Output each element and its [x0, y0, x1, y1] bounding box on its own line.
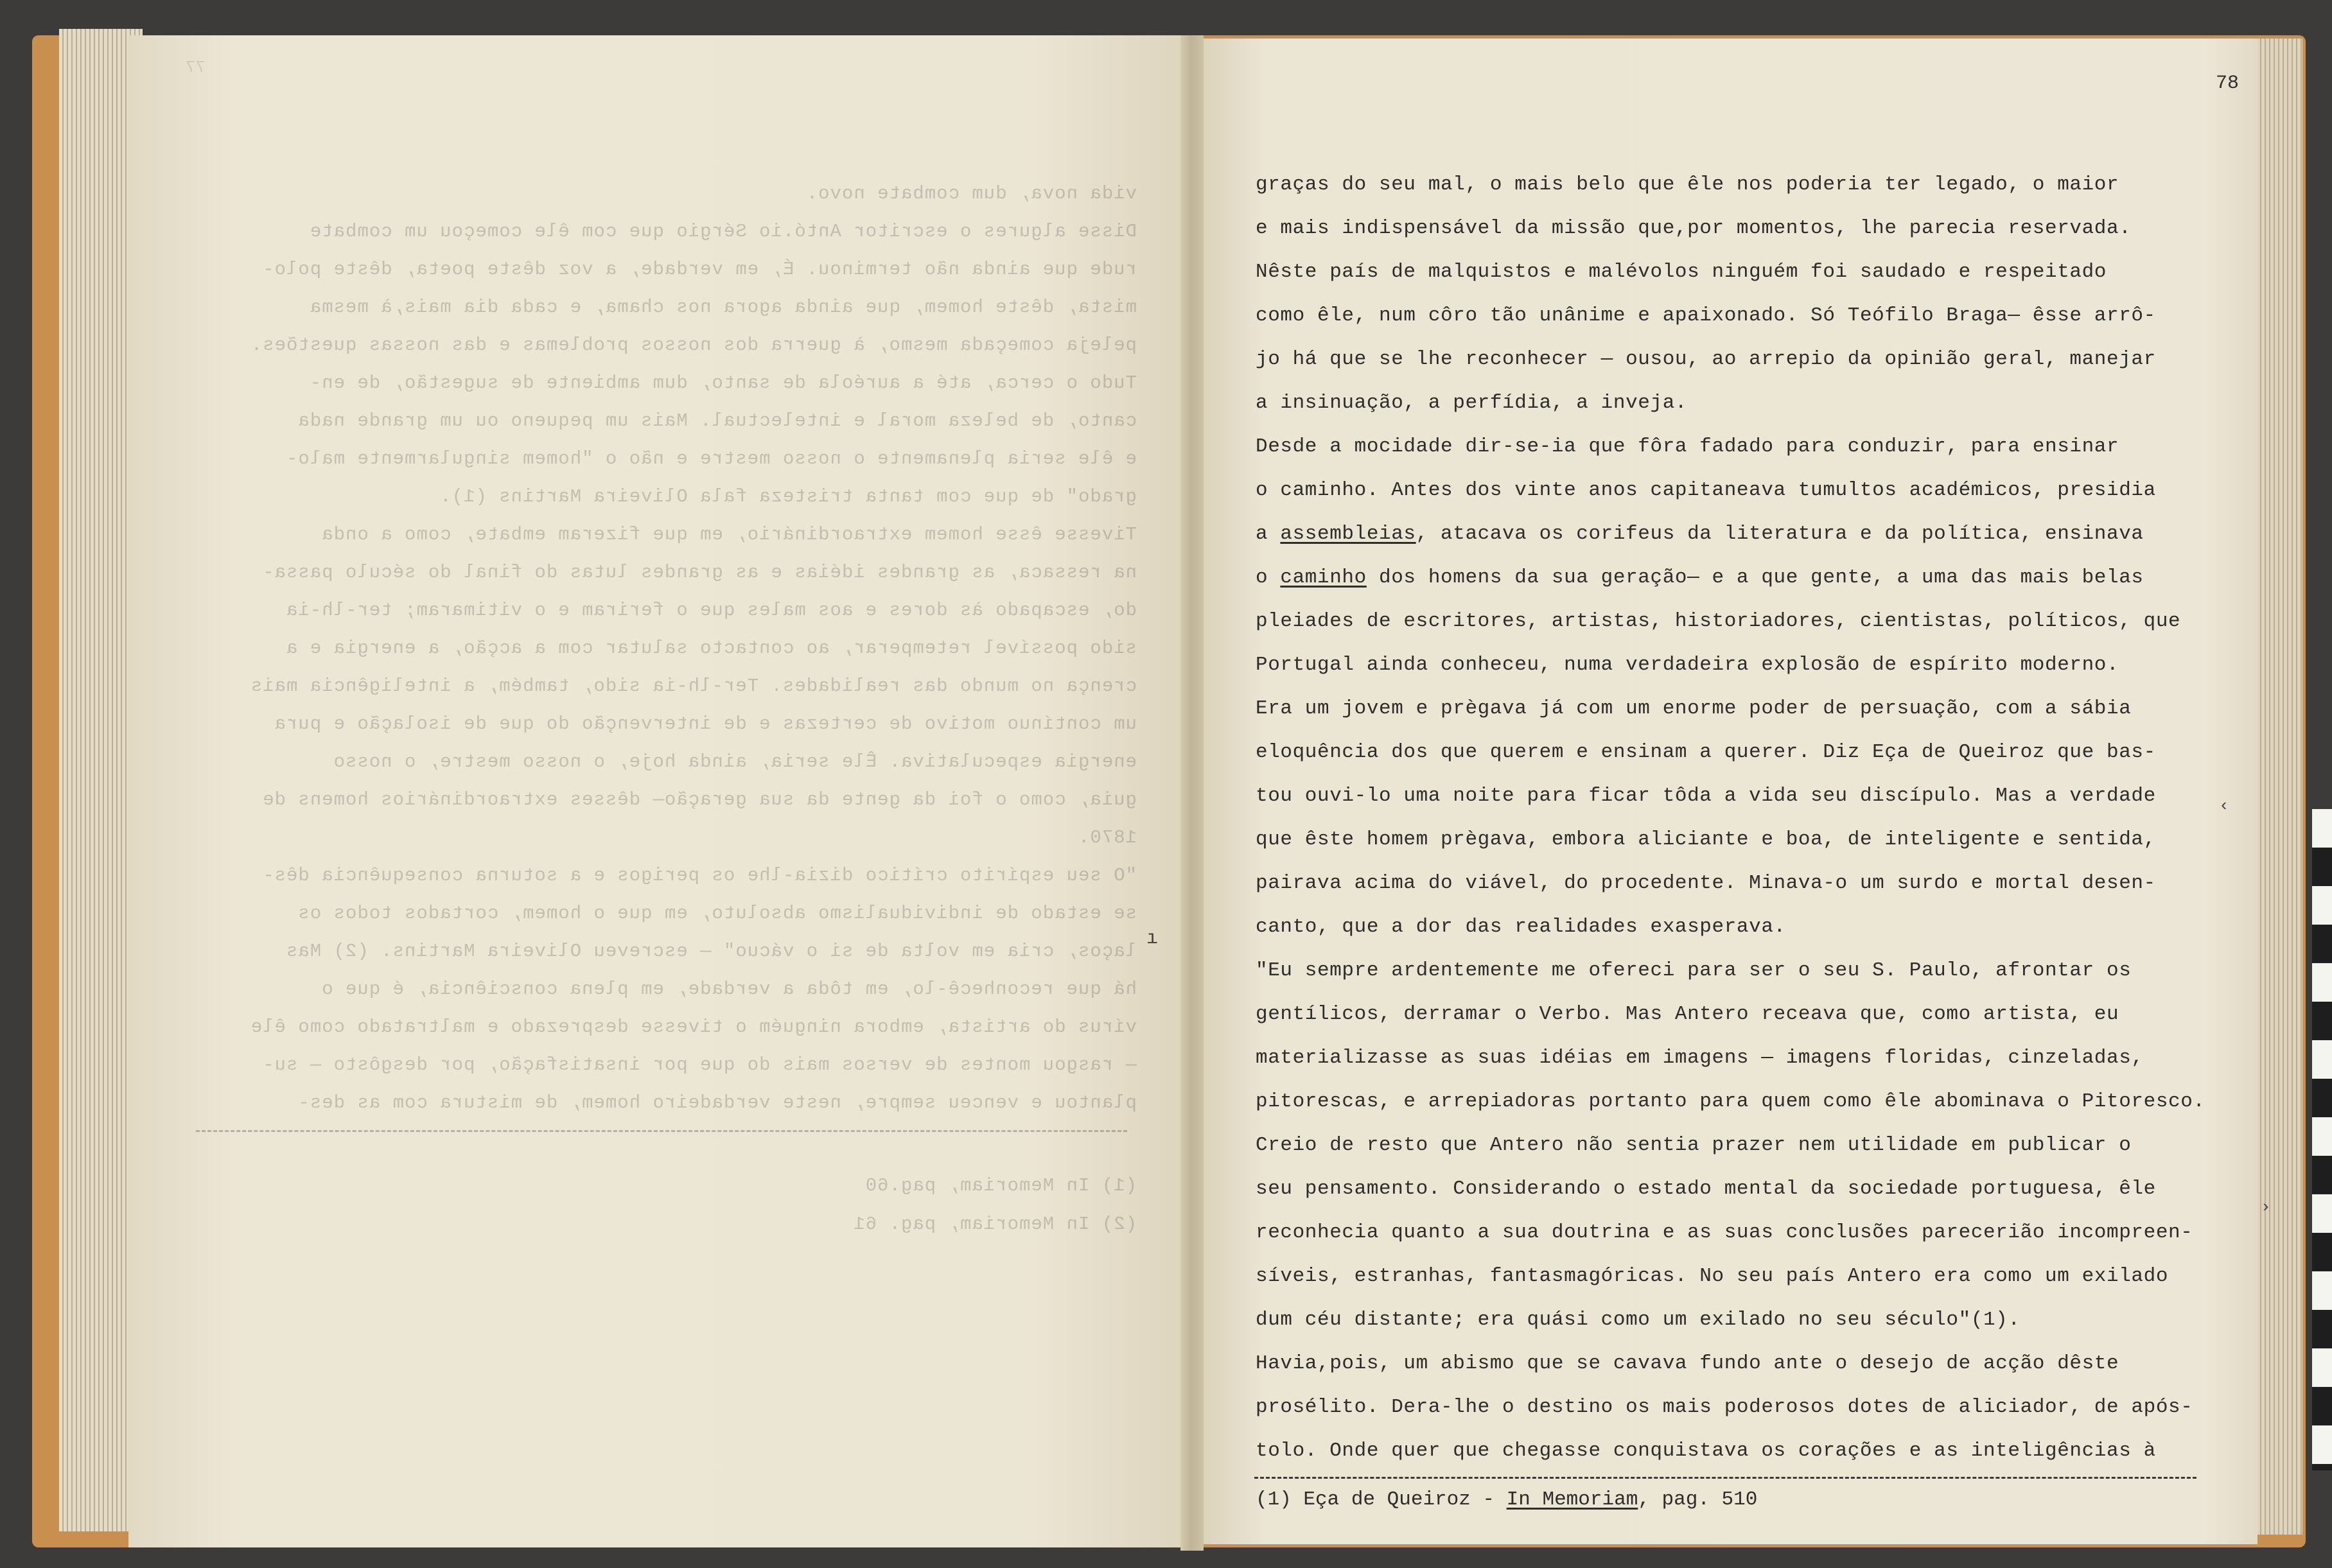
text-line: pairava acima do viável, do procedente. Minava-o um surdo e mortal desen-	[1256, 872, 2156, 894]
text-line: como êle, num côro tão unânime e apaixonado. Só Teófilo Braga— êsse arrô-	[1256, 304, 2156, 327]
ghost-line: laços, cria em volta de si o vácuo" — escreveu Oliveira Martins. (2) Mas	[285, 941, 1137, 962]
page-number: 78	[2216, 73, 2240, 94]
ghost-line: rude que ainda não terminou. É, em verdade, a voz dêste poeta, dêste polo-	[262, 259, 1137, 280]
text-line: o caminho. Antes dos vinte anos capitaneava tumultos académicos, presidia	[1256, 479, 2156, 501]
text-line: pleiades de escritores, artistas, historiadores, cientistas, políticos, que	[1256, 610, 2181, 632]
margin-tick: ‹	[2219, 796, 2229, 815]
ghost-line: do, escapado às dores e aos males que o feriram e o vitimaram; ter-lh-ia	[285, 600, 1137, 621]
text-line: seu pensamento. Considerando o estado mental da sociedade portuguesa, êle	[1256, 1178, 2156, 1200]
ghost-footnote: (1) In Memoriam, pag.60	[864, 1175, 1137, 1196]
ghost-line: e êle seria plenamente o nosso mestre e não o "homem singularmente malo-	[285, 448, 1137, 469]
text-line: pitorescas, e arrepiadoras portanto para quem como êle abominava o Pitoresco.	[1256, 1090, 2205, 1113]
ghost-line: grado" de que com tanta tristeza fala Oliveira Martins (1).	[439, 486, 1137, 507]
ghost-line: vida nova, dum combate novo.	[805, 183, 1137, 204]
text-line: síveis, estranhas, fantasmagóricas. No seu país Antero era como um exilado	[1256, 1265, 2169, 1287]
text-line: que êste homem prègava, embora aliciante e boa, de inteligente e sentida,	[1256, 828, 2156, 851]
text-line: Portugal ainda conheceu, numa verdadeira explosão de espírito moderno.	[1256, 654, 2119, 676]
text-line: Desde a mocidade dir-se-ia que fôra fadado para conduzir, para ensinar	[1256, 435, 2119, 458]
ghost-line: peleja começada mesmo, à guerra dos nossos problemas e das nossas questões.	[250, 335, 1137, 356]
ghost-line: se estado de individualismo absoluto, em que o homem, cortados todos os	[297, 903, 1137, 924]
text-line: a assembleias, atacava os corifeus da literatura e da política, ensinava	[1256, 523, 2144, 545]
text-line: Nêste país de malquistos e malévolos ninguém foi saudado e respeitado	[1256, 261, 2107, 283]
text-line: prosélito. Dera-lhe o destino os mais poderosos dotes de aliciador, de após-	[1256, 1396, 2193, 1418]
ghost-line: há que reconhecê-lo, em tôda a verdade, em plena consciência, é que o	[321, 979, 1137, 1000]
ghost-line: energia especulativa. Êle seria, ainda hoje, o nosso mestre, o nosso	[333, 751, 1137, 772]
text-line: a insinuação, a perfídia, a inveja.	[1256, 392, 1688, 414]
margin-tick: ›	[2261, 1198, 2271, 1217]
ghost-line: — rasgou montes de versos mais do que por insatisfação, por desgôsto — su-	[262, 1054, 1137, 1076]
ghost-line: plantou e venceu sempre, neste verdadeiro homem, de mistura com as des-	[297, 1092, 1137, 1113]
text-line: e mais indispensável da missão que,por momentos, lhe parecia reservada.	[1256, 217, 2132, 240]
text-line: jo há que se lhe reconhecer — ousou, ao arrepio da opinião geral, manejar	[1256, 348, 2156, 370]
text-line: Era um jovem e prègava já com um enorme poder de persuação, com a sábia	[1256, 697, 2132, 720]
text-line: graças do seu mal, o mais belo que êle nos poderia ter legado, o maior	[1256, 173, 2119, 196]
footnote: (1) Eça de Queiroz - In Memoriam, pag. 510	[1256, 1488, 1758, 1511]
ghost-line: 1870.	[1077, 827, 1137, 848]
text-line: "Eu sempre ardentemente me ofereci para ser o seu S. Paulo, afrontar os	[1256, 959, 2132, 982]
left-page-showthrough-text	[148, 51, 1162, 1432]
underlined-word: caminho	[1280, 566, 1367, 589]
text-line: canto, que a dor das realidades exasperava.	[1256, 916, 1786, 938]
ghost-line: vírus do artista, embora ninguém o tivesse desprezado e maltratado como êle	[250, 1016, 1137, 1038]
text-line: o caminho dos homens da sua geração— e a que gente, a uma das mais belas	[1256, 566, 2144, 589]
margin-tick: ı	[1146, 928, 1159, 950]
text-line: Creio de resto que Antero não sentia prazer nem utilidade em publicar o	[1256, 1134, 2132, 1156]
text-line: materializasse as suas idéias em imagens — imagens floridas, cinzeladas,	[1256, 1047, 2144, 1069]
ghost-line: "O seu espírito crítico dizia-lhe os perigos e a soturna consequência dês-	[262, 865, 1137, 886]
book-gutter	[1180, 35, 1204, 1551]
footnote-rule	[1254, 1477, 2196, 1479]
text-line: dum céu distante; era quási como um exilado no seu século"(1).	[1256, 1309, 2021, 1331]
underlined-word: assembleias	[1280, 523, 1416, 545]
ghost-line: Tudo o cerca, até a auréola de santo, dum ambiente de sugestão, de en-	[309, 372, 1137, 394]
ghost-line: crença no mundo das realidades. Ter-lh-ia sido, também, a inteligência mais	[250, 675, 1137, 697]
ghost-line: guia, como o foi da gente da sua geração— dêsses extraordinários homens de	[262, 789, 1137, 810]
text-line: tou ouvi-lo uma noite para ficar tôda a vida seu discípulo. Mas a verdade	[1256, 785, 2156, 807]
text-line: Havia,pois, um abismo que se cavava fundo ante o desejo de acção dêste	[1256, 1352, 2119, 1375]
ghost-footnote-rule	[196, 1130, 1127, 1132]
ghost-footnote: (2) In Memoriam, pag. 61	[853, 1214, 1137, 1235]
ghost-line: um contínuo motivo de certezas e de intervenção do que de isolação e pura	[274, 713, 1137, 735]
text-line: eloquência dos que querem e ensinam a querer. Diz Eça de Queiroz que bas-	[1256, 741, 2156, 763]
ghost-line: na ressaca, as grandes idéias e as grandes lutas do final do século passa-	[262, 562, 1137, 583]
ghost-line: canto, de beleza moral e intelectual. Mais um pequeno ou um grande nada	[297, 410, 1137, 431]
footnote-title: In Memoriam	[1506, 1488, 1638, 1511]
ghost-line: sido possível retemperar, ao contacto salutar com a acção, a energia e a	[285, 638, 1137, 659]
measuring-scale	[2312, 809, 2332, 1470]
text-line: tolo. Onde quer que chegasse conquistava os corações e as inteligências à	[1256, 1440, 2156, 1462]
ghost-line: Tivesse êsse homem extraordinário, em que fizeram embate, como a onda	[321, 524, 1137, 545]
ghost-line: mista, dêste homem, que ainda agora nos chama, e cada dia mais,à mesma	[309, 297, 1137, 318]
text-line: reconhecia quanto a sua doutrina e as suas conclusões parecerião incompreen-	[1256, 1221, 2193, 1244]
ghost-line: Disse algures o escritor Antó.io Sérgio que com êle começou um combate	[309, 221, 1137, 242]
text-line: gentílicos, derramar o Verbo. Mas Antero receava que, como artista, eu	[1256, 1003, 2119, 1025]
left-page-number: 77	[185, 58, 206, 77]
